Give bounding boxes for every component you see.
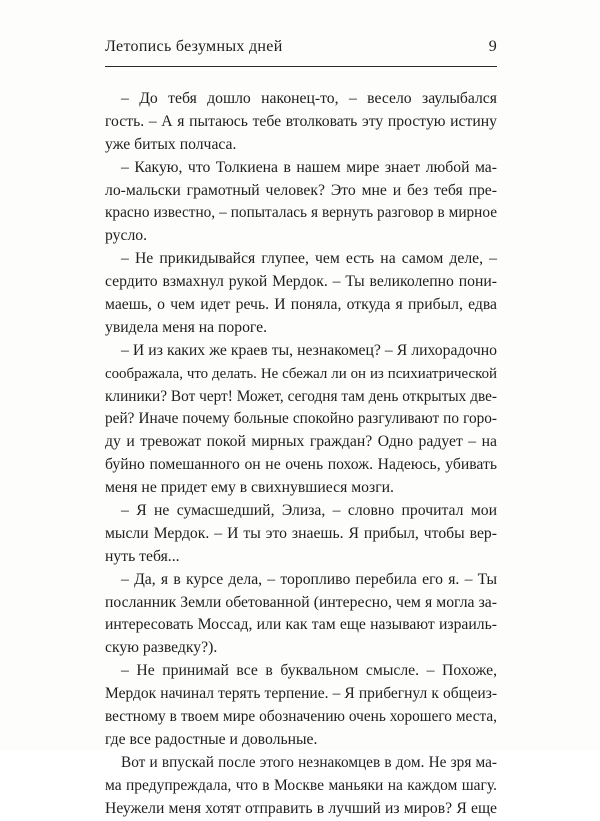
text-line: где все радостные и довольные. — [105, 730, 318, 748]
text-line: вестному в твоем мире обозначению очень хорошего места, — [105, 708, 497, 726]
text-line: нуть тебя... — [105, 547, 180, 565]
text-line: интересовать Моссад, или как там еще называют израиль- — [105, 616, 497, 634]
text-line: гость. – А я пытаюсь тебе втолковать эту простую истину — [105, 112, 497, 130]
page-number: 9 — [488, 38, 497, 55]
text-line: посланник Земли обетованной (интересно, чем я могла за- — [105, 593, 497, 611]
text-line: рей? Иначе почему больные спокойно разгуливают по горо- — [105, 410, 497, 428]
text-line: Неужели меня хотят отправить в лучший из миров? Я еще — [105, 799, 497, 817]
text-line: – Да, я в курсе дела, – торопливо перебила его я. – Ты — [121, 570, 497, 588]
text-line: маешь, о чем идет речь. И поняла, откуда я прибыл, едва — [105, 296, 497, 314]
text-line: – Я не сумасшедший, Элиза, – словно прочитал мои — [121, 502, 497, 520]
running-header — [105, 38, 497, 62]
header-rule — [105, 66, 497, 67]
text-line: буйно помешанного он не очень похож. Надеюсь, убивать — [105, 456, 497, 474]
text-line: увидела меня на пороге. — [105, 318, 268, 336]
text-line: – До тебя дошло наконец-то, – весело заулыбался — [121, 90, 497, 107]
text-line: соображала, что делать. Не сбежал ли он из психиатрической — [105, 365, 497, 382]
running-title: Летопись безумных дней — [105, 38, 283, 55]
text-line: скую разведку?). — [105, 639, 218, 657]
text-line: уже битых полчаса. — [105, 135, 237, 153]
text-line: сердито взмахнул рукой Мердок. – Ты великолепно пони- — [105, 273, 497, 291]
text-line: – И из каких же краев ты, незнакомец? – Я лихорадочно — [121, 341, 497, 359]
body-text — [105, 88, 497, 821]
text-line: клиники? Вот черт! Может, сегодня там день открытых две- — [105, 387, 497, 405]
text-line: – Какую, что Толкиена в нашем мире знает любой ма- — [121, 158, 497, 176]
text-line: – Не принимай все в буквальном смысле. – Похоже, — [121, 662, 497, 680]
text-line: меня не придет ему в свихнувшиеся мозги. — [105, 479, 394, 497]
text-line: Мердок начинал терять терпение. – Я прибегнул к общеиз- — [105, 685, 497, 703]
text-line: красно известно, – попыталась я вернуть разговор в мирное — [105, 204, 497, 222]
text-line: ло-мальски грамотный человек? Это мне и без тебя пре- — [105, 181, 497, 199]
text-line: – Не прикидывайся глупее, чем есть на самом деле, – — [121, 250, 497, 268]
text-line: мысли Мердок. – И ты это знаешь. Я прибыл, чтобы вер- — [105, 524, 497, 542]
text-line: Вот и впускай после этого незнакомцев в дом. Не зря ма- — [121, 753, 497, 771]
text-line: русло. — [105, 227, 148, 245]
text-line: ду и тревожат покой мирных граждан? Одно радует – на — [105, 433, 497, 451]
text-line: ма предупреждала, что в Москве маньяки на каждом шагу. — [105, 776, 497, 794]
